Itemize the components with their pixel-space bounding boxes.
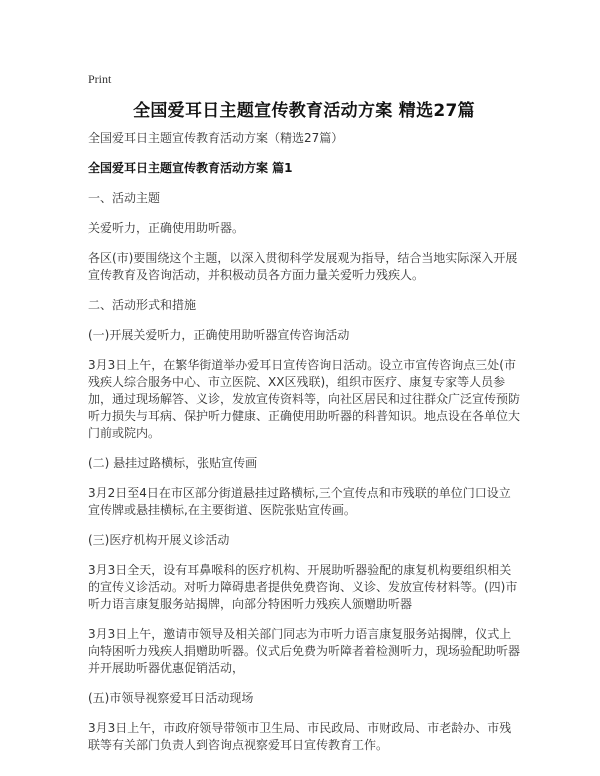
paragraph: 3月3日全天，设有耳鼻喉科的医疗机构、开展助听器验配的康复机构要组织相关的宣传义诊活动。对听力障碍患者提供免费咨询、义诊、发放宣传材料等。(四)市听力语言康复服务站揭牌，向部分特困听力残疾人颁赠助听器 [88, 563, 518, 611]
paragraph: 3月2日至4日在市区部分街道悬挂过路横标,三个宣传点和市残联的单位门口设立宣传牌或悬挂横标,在主要街道、医院张贴宣传画。 [88, 486, 511, 517]
paragraph: 3月3日上午，在繁华街道举办爱耳日宣传咨询日活动。设立市宣传咨询点三处(市残疾人综合服务中心、市立医院、XX区残联)，组织市医疗、康复专家等人员参加，通过现场解答、义诊，发放宣传资料等，向社区居民和过往群众广泛宣传预防听力损失与耳病、保护听力健康、正确使用助听器的科普知识。地点设在各单位大门前或院内。 [88, 358, 521, 440]
paragraph: 各区(市)要围绕这个主题，以深入贯彻科学发展观为指导，结合当地实际深入开展宣传教育及咨询活动，并积极动员各方面力量关爱听力残疾人。 [88, 251, 518, 282]
paragraph: 关爱听力，正确使用助听器。 [88, 221, 245, 235]
print-link[interactable]: Print [88, 72, 112, 86]
paragraph: (一)开展关爱听力，正确使用助听器宣传咨询活动 [88, 328, 350, 342]
paragraph: 二、活动形式和措施 [88, 298, 197, 312]
document-body [88, 130, 522, 767]
paragraph: (五)市领导视察爱耳日活动现场 [88, 691, 254, 705]
document-subtitle: 全国爱耳日主题宣传教育活动方案（精选27篇） [88, 131, 344, 145]
paragraph: (二) 悬挂过路横标，张贴宣传画 [88, 456, 258, 470]
paragraph: 3月3日上午，邀请市领导及相关部门同志为市听力语言康复服务站揭牌，仪式上向特困听力残疾人捐赠助听器。仪式后免费为听障者着检测听力，现场验配助听器并开展助听器优惠促销活动， [88, 627, 521, 675]
section-heading: 全国爱耳日主题宣传教育活动方案 篇1 [88, 161, 293, 175]
page-title: 全国爱耳日主题宣传教育活动方案 精选27篇 [133, 101, 475, 121]
paragraph: 一、活动主题 [88, 191, 161, 205]
paragraph: (三)医疗机构开展义诊活动 [88, 533, 230, 547]
paragraph: 3月3日上午，市政府领导带领市卫生局、市民政局、市财政局、市老龄办、市残联等有关部门负责人到咨询点视察爱耳日宣传教育工作。 [88, 721, 512, 752]
